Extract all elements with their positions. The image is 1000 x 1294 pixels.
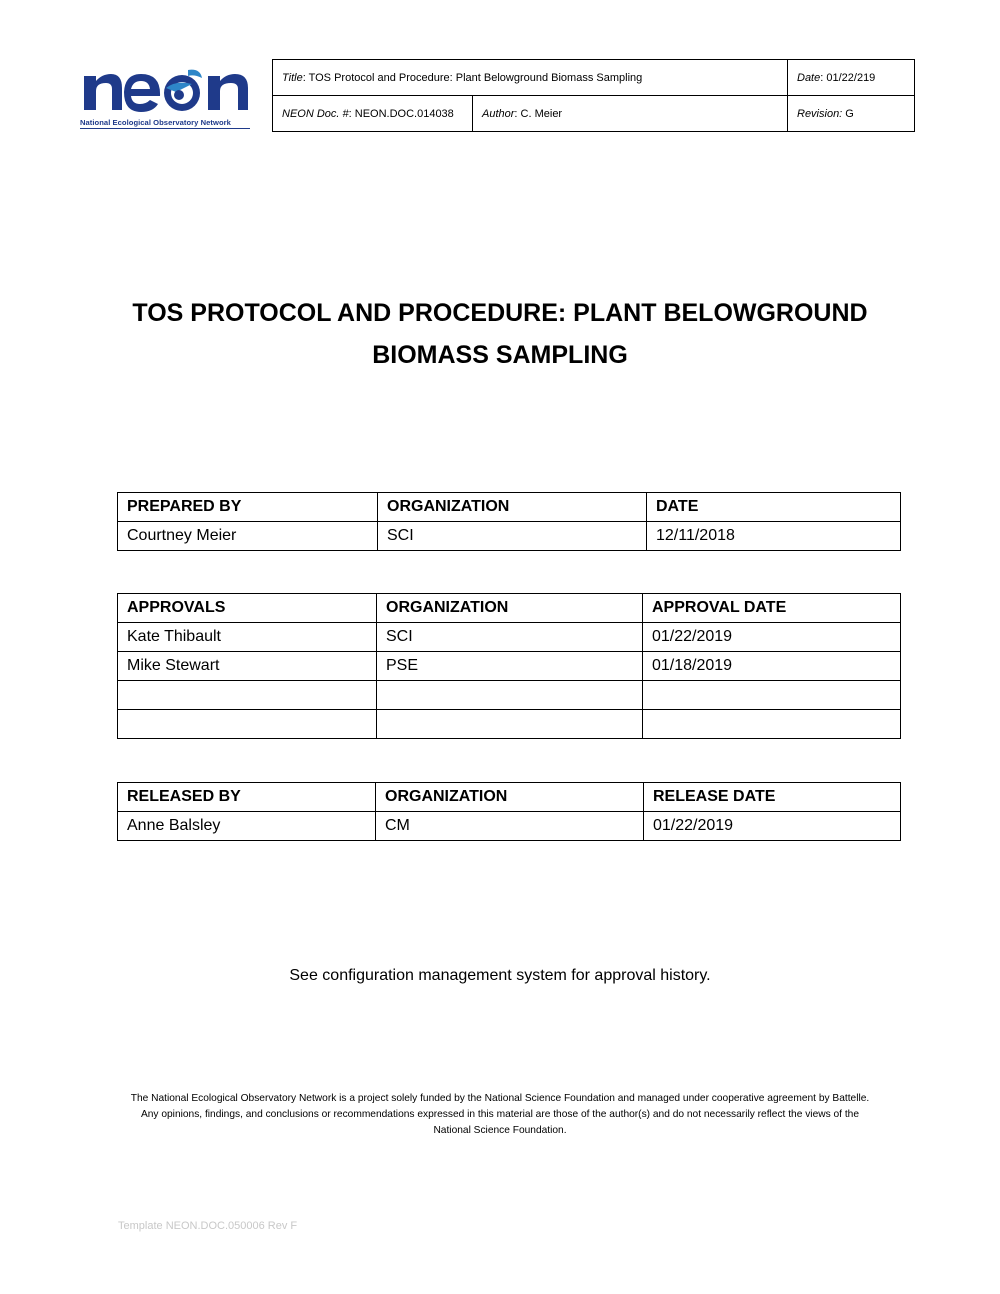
header-date-value: : 01/22/219 [820,71,876,84]
prepared-date-header: DATE [647,493,901,522]
table-row [118,681,901,710]
logo-underline [80,128,250,129]
released-by-table [117,782,901,841]
funding-disclaimer [110,1091,890,1139]
approvals-table [117,593,901,739]
funding-line-1: The National Ecological Observatory Network is a project solely funded by the National Science Foundation and managed under cooperative agreement by Battelle. [130,1093,870,1104]
header-author-cell [473,96,788,132]
header-date-cell [788,60,915,96]
header-doc-cell [273,96,473,132]
approval-date: 01/22/2019 [643,623,901,652]
released-org: CM [376,812,644,841]
table-header-row [118,783,901,812]
prepared-by-header: PREPARED BY [118,493,378,522]
header-revision-value: G [842,107,854,120]
document-title [100,292,900,376]
table-row [118,812,901,841]
released-org-header: ORGANIZATION [376,783,644,812]
header-revision-label: Revision: [797,107,843,120]
document-title-line-1: TOS PROTOCOL AND PROCEDURE: PLANT BELOWGROUND [132,299,868,327]
approver-name [118,710,377,739]
header-title-label: Title [282,71,303,84]
release-date-header: RELEASE DATE [644,783,901,812]
release-date: 01/22/2019 [644,812,901,841]
header-title-value: : TOS Protocol and Procedure: Plant Belowground Biomass Sampling [302,71,643,84]
header-author-value: : C. Meier [514,107,563,120]
funding-line-3: National Science Foundation. [433,1125,567,1136]
table-row [118,710,901,739]
prepared-by-table [117,492,901,551]
approval-history-note: See configuration management system for approval history. [289,967,711,984]
table-header-row [118,493,901,522]
approver-name: Mike Stewart [118,652,377,681]
neon-logo [80,62,252,132]
approvals-org-header: ORGANIZATION [377,594,643,623]
approvals-header: APPROVALS [118,594,377,623]
approver-org: PSE [377,652,643,681]
approver-org: SCI [377,623,643,652]
header-revision-cell [788,96,915,132]
neon-logo-mark [80,62,252,114]
table-row [118,623,901,652]
approval-date: 01/18/2019 [643,652,901,681]
table-row [118,652,901,681]
approvals-date-header: APPROVAL DATE [643,594,901,623]
prepared-name: Courtney Meier [118,522,378,551]
approval-date [643,710,901,739]
prepared-org-header: ORGANIZATION [378,493,647,522]
approver-name: Kate Thibault [118,623,377,652]
funding-line-2: Any opinions, findings, and conclusions or recommendations expressed in this material are those of the author(s) and do not necessarily reflect the views of the [140,1109,860,1120]
approver-org [377,681,643,710]
released-by-header: RELEASED BY [118,783,376,812]
approval-date [643,681,901,710]
approver-name [118,681,377,710]
template-reference: Template NEON.DOC.050006 Rev F [118,1220,298,1232]
released-name: Anne Balsley [118,812,376,841]
prepared-org: SCI [378,522,647,551]
header-doc-value: : NEON.DOC.014038 [348,107,454,120]
table-row [118,522,901,551]
prepared-date: 12/11/2018 [647,522,901,551]
approver-org [377,710,643,739]
header-title-cell [273,60,788,96]
logo-tagline: National Ecological Observatory Network [80,118,231,127]
header-author-label: Author [482,107,515,120]
header-doc-label: NEON Doc. # [282,107,349,120]
table-header-row [118,594,901,623]
header-date-label: Date [797,71,821,84]
document-header-table [272,59,915,132]
document-title-line-2: BIOMASS SAMPLING [372,341,628,369]
